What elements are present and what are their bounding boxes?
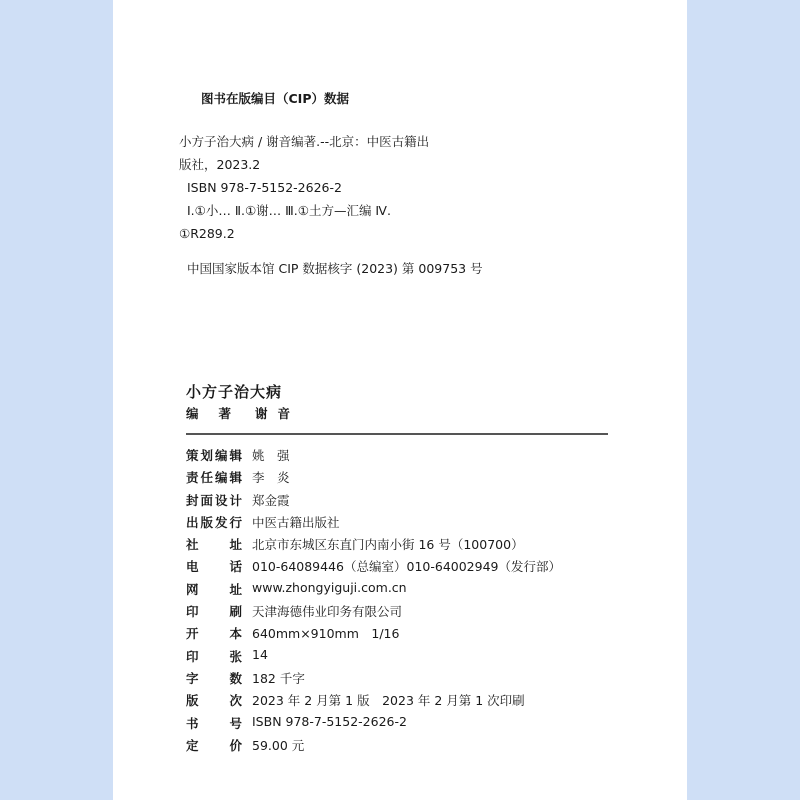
- info-value: 姚 强: [252, 448, 290, 463]
- cip-line: ①R289.2: [179, 226, 235, 241]
- info-value: 640mm×910mm 1/16: [252, 626, 400, 642]
- info-label: 策划编辑: [186, 448, 242, 463]
- author-label: 编著: [186, 406, 252, 421]
- info-value: 郑金霞: [252, 492, 290, 508]
- cip-line: ISBN 978-7-5152-2626-2: [187, 180, 342, 195]
- info-value: 182 千字: [252, 670, 305, 686]
- info-label: 定价: [186, 737, 242, 753]
- info-label: 出版发行: [186, 514, 242, 530]
- info-value: 2023 年 2 月第 1 版 2023 年 2 月第 1 次印刷: [252, 693, 525, 709]
- info-value: 天津海德伟业印务有限公司: [252, 604, 403, 620]
- info-label: 封面设计: [186, 492, 242, 508]
- info-value: 李 炎: [252, 470, 290, 486]
- info-label: 开本: [186, 626, 242, 642]
- cip-number: 中国国家版本馆 CIP 数据核字 (2023) 第 009753 号: [187, 261, 483, 276]
- info-label: 社址: [186, 537, 242, 553]
- info-label: 字数: [186, 670, 242, 686]
- book-title: 小方子治大病: [186, 383, 283, 401]
- cip-line: 版社，2023.2: [179, 157, 261, 172]
- info-label: 印张: [186, 648, 242, 664]
- author-name: 谢音: [255, 406, 301, 421]
- info-label: 书号: [186, 715, 242, 731]
- divider-line: [186, 433, 608, 435]
- info-label: 责任编辑: [186, 470, 242, 486]
- info-value: www.zhongyiguji.com.cn: [252, 579, 407, 595]
- info-value: 59.00 元: [252, 737, 305, 753]
- copyright-page: [113, 0, 687, 800]
- cip-line: Ⅰ.①小… Ⅱ.①谢… Ⅲ.①土方—汇编 Ⅳ.: [187, 203, 391, 218]
- info-label: 印刷: [186, 604, 242, 620]
- info-value: 14: [252, 646, 268, 662]
- info-label: 电话: [186, 559, 242, 575]
- info-value: 010-64089446（总编室）010-64002949（发行部）: [252, 559, 561, 575]
- cip-heading: 图书在版编目（CIP）数据: [201, 91, 349, 106]
- info-label: 版次: [186, 693, 242, 709]
- cip-line: 小方子治大病 / 谢音编著.--北京：中医古籍出: [179, 134, 430, 149]
- info-value: 中医古籍出版社: [252, 514, 340, 530]
- info-value: ISBN 978-7-5152-2626-2: [252, 713, 407, 729]
- info-label: 网址: [186, 581, 242, 597]
- author-row: [186, 406, 300, 422]
- info-value: 北京市东城区东直门内南小街 16 号（100700）: [252, 537, 524, 553]
